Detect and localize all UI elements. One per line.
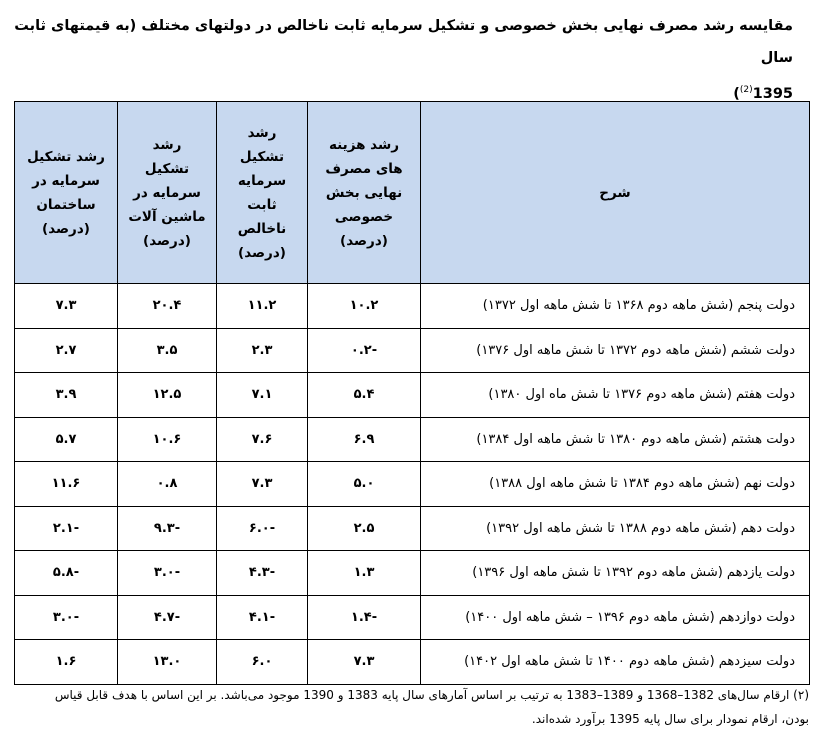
title-line-1: مقایسه رشد مصرف نهایی بخش خصوصی و تشکیل سرمایه ثابت ناخالص در دولتهای مختلف (به قیمتهای ثابت سال — [14, 18, 793, 66]
row-desc: دولت پنجم (شش ماهه دوم ۱۳۶۸ تا شش ماهه اول ۱۳۷۲) — [421, 284, 810, 329]
cell-machinery: ۱۰.۶ — [118, 417, 217, 462]
table-title — [14, 10, 793, 110]
cell-construction: ۱۱.۶ — [15, 462, 118, 507]
cell-consumption: ۵.۴ — [308, 373, 421, 418]
cell-construction: -۲.۱ — [15, 506, 118, 551]
header-consumption: رشد هزینه های مصرف نهایی بخش خصوصی (درصد) — [308, 102, 421, 284]
growth-comparison-table — [14, 101, 810, 685]
cell-construction: -۵.۸ — [15, 551, 118, 596]
cell-consumption: ۲.۵ — [308, 506, 421, 551]
table-row — [15, 506, 810, 551]
table-row — [15, 640, 810, 685]
cell-consumption: -۰.۲ — [308, 328, 421, 373]
table-row — [15, 284, 810, 329]
footnote-line-1: (۲) ارقام سال‌های 1382–1368 و 1389–1383 به ترتیب بر اساس آمارهای سال پایه 1383 و 1390 موجود می‌باشد. بر این اساس با هدف قابل قیاس — [54, 688, 809, 702]
row-desc: دولت دهم (شش ماهه دوم ۱۳۸۸ تا شش ماهه اول ۱۳۹۲) — [421, 506, 810, 551]
row-desc: دولت یازدهم (شش ماهه دوم ۱۳۹۲ تا شش ماهه اول ۱۳۹۶) — [421, 551, 810, 596]
cell-construction: ۷.۳ — [15, 284, 118, 329]
row-desc: دولت نهم (شش ماهه دوم ۱۳۸۴ تا شش ماهه اول ۱۳۸۸) — [421, 462, 810, 507]
cell-gfcf: ۷.۳ — [217, 462, 308, 507]
cell-machinery: ۰.۸ — [118, 462, 217, 507]
row-desc: دولت سیزدهم (شش ماهه دوم ۱۴۰۰ تا شش ماهه اول ۱۴۰۲) — [421, 640, 810, 685]
cell-gfcf: ۱۱.۲ — [217, 284, 308, 329]
row-desc: دولت هشتم (شش ماهه دوم ۱۳۸۰ تا شش ماهه اول ۱۳۸۴) — [421, 417, 810, 462]
cell-construction: ۲.۷ — [15, 328, 118, 373]
cell-construction: -۳.۰ — [15, 595, 118, 640]
cell-machinery: -۳.۰ — [118, 551, 217, 596]
cell-construction: ۱.۶ — [15, 640, 118, 685]
table-row — [15, 462, 810, 507]
row-desc: دولت ششم (شش ماهه دوم ۱۳۷۲ تا شش ماهه اول ۱۳۷۶) — [421, 328, 810, 373]
table-row — [15, 328, 810, 373]
cell-gfcf: -۴.۱ — [217, 595, 308, 640]
cell-machinery: ۱۲.۵ — [118, 373, 217, 418]
table-row — [15, 595, 810, 640]
cell-consumption: ۱.۳ — [308, 551, 421, 596]
cell-consumption: ۱۰.۲ — [308, 284, 421, 329]
table-row — [15, 417, 810, 462]
cell-consumption: ۶.۹ — [308, 417, 421, 462]
cell-machinery: ۱۳.۰ — [118, 640, 217, 685]
cell-construction: ۳.۹ — [15, 373, 118, 418]
title-footnote-ref: (2) — [739, 85, 753, 95]
header-desc: شرح — [421, 102, 810, 284]
cell-machinery: ۲۰.۴ — [118, 284, 217, 329]
title-close-paren: ) — [733, 85, 740, 102]
cell-consumption: ۷.۳ — [308, 640, 421, 685]
cell-consumption: -۱.۴ — [308, 595, 421, 640]
row-desc: دولت هفتم (شش ماهه دوم ۱۳۷۶ تا شش ماه اول ۱۳۸۰) — [421, 373, 810, 418]
cell-construction: ۵.۷ — [15, 417, 118, 462]
table-row — [15, 551, 810, 596]
header-gfcf: رشد تشکیل سرمایه ثابت ناخالص (درصد) — [217, 102, 308, 284]
cell-gfcf: ۷.۱ — [217, 373, 308, 418]
table-header-row — [15, 102, 810, 284]
footnote — [14, 683, 809, 731]
footnote-line-2: بودن، ارقام نمودار برای سال پایه 1395 برآورد شده‌اند. — [531, 712, 809, 726]
title-year: 1395 — [752, 85, 793, 102]
cell-machinery: ۳.۵ — [118, 328, 217, 373]
header-machinery: رشد تشکیل سرمایه در ماشین آلات (درصد) — [118, 102, 217, 284]
cell-machinery: -۹.۳ — [118, 506, 217, 551]
table-row — [15, 373, 810, 418]
cell-gfcf: ۷.۶ — [217, 417, 308, 462]
cell-gfcf: -۴.۳ — [217, 551, 308, 596]
header-construction: رشد تشکیل سرمایه در ساختمان (درصد) — [15, 102, 118, 284]
cell-consumption: ۵.۰ — [308, 462, 421, 507]
cell-gfcf: -۶.۰ — [217, 506, 308, 551]
cell-machinery: -۴.۷ — [118, 595, 217, 640]
row-desc: دولت دوازدهم (شش ماهه دوم ۱۳۹۶ – شش ماهه اول ۱۴۰۰) — [421, 595, 810, 640]
cell-gfcf: ۲.۳ — [217, 328, 308, 373]
cell-gfcf: ۶.۰ — [217, 640, 308, 685]
